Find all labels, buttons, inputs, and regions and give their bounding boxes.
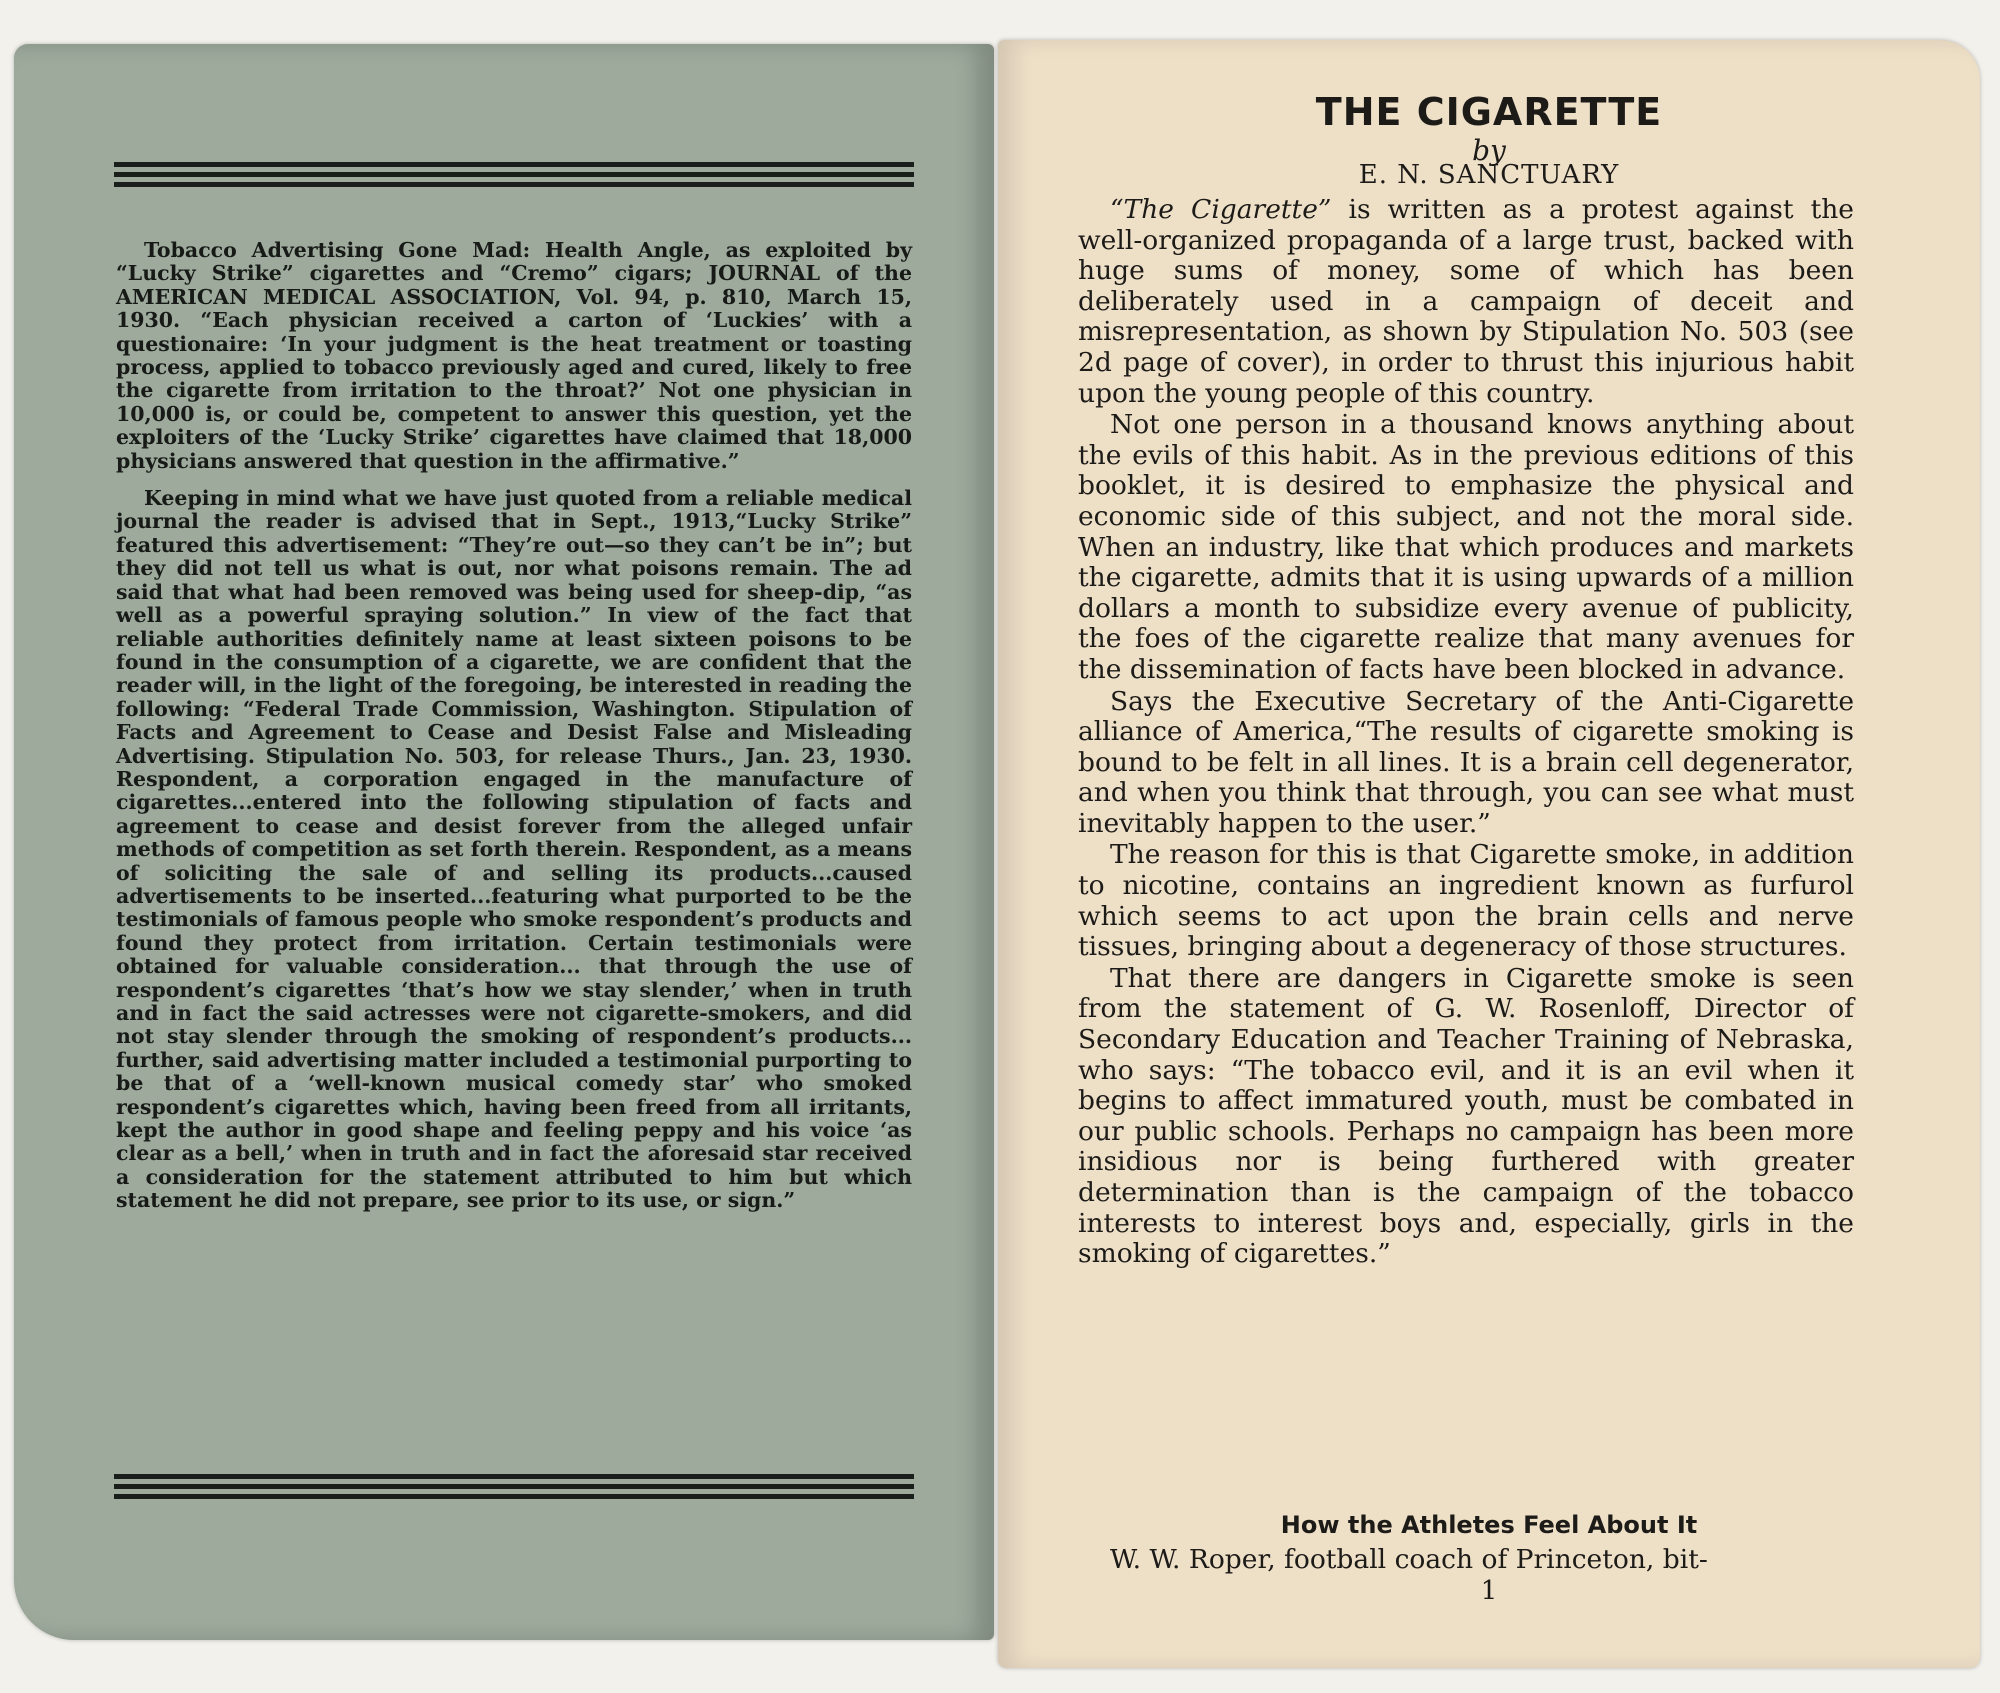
right-paragraph-2: Says the Executive Secretary of the Anti-Cigarette alliance of America,“The results of cigarette smoking is bound to be felt in all lines. It is a brain cell degenerator, and when you think that through, you can see what must inevitably happen to the user.” [1078, 685, 1854, 839]
right-paragraph-1: Not one person in a thousand knows anything about the evils of this habit. As in the previous editions of this booklet, it is desired to emphasize the physical and economic side of this subject, and not the moral side. When an industry, like that which produces and markets the cigarette, admits that it is using upwards of a million dollars a month to subsidize every avenue of publicity, the foes of the cigarette realize that many avenues for the dissemination of facts have been blocked in advance. [1078, 409, 1854, 685]
left-paragraph-1: Tobacco Advertising Gone Mad: Health Angle, as exploited by “Lucky Strike” cigarettes and “Cremo” cigars; JOURNAL of the AMERICAN MEDICAL ASSOCIATION, Vol. 94, p. 810, March 15, 1930. “Each physician received a carton of ‘Luckies’ with a questionaire: ‘In your judgment is the heat treatment or toasting process, applied to tobacco previously aged and cured, likely to free the cigarette from irritation to the throat?’ Not one physician in 10,000 is, or could be, competent to answer this question, yet the exploiters of the ‘Lucky Strike’ cigarettes have claimed that 18,000 physicians answered that question in the affirmative.” [116, 238, 912, 473]
left-paragraph-2: Keeping in mind what we have just quoted from a reliable medical journal the reader is advised that in Sept., 1913,“Lucky Strike” featured this advertisement: “They’re out—so they can’t be in”; but they did not tell us what is out, nor what poisons remain. The ad said that what had been removed was being used for sheep-dip, “as well as a powerful spraying solution.” In view of the fact that reliable authorities definitely name at least sixteen poisons to be found in the consumption of a cigarette, we are confident that the reader will, in the light of the foregoing, be interested in reading the following: “Federal Trade Commission, Washington. Stipulation of Facts and Agreement to Cease and Desist False and Misleading Advertising. Stipulation No. 503, for release Thurs., Jan. 23, 1930. Respondent, a corporation engaged in the manufacture of cigarettes...entered into the following stipulation of facts and agreement to cease and desist forever from the alleged unfair methods of competition as set forth therein. Respondent, as a means of soliciting the sale of and selling its products...caused advertisements to be inserted...featuring what purported to be the testimonials of famous people who smoke respondent’s products and found they protect from irritation. Certain testimonials were obtained for valuable consideration... that through the use of respondent’s cigarettes ‘that’s how we stay slender,’ when in truth and in fact the said actresses were not cigarette-smokers, and did not stay slender through the smoking of respondent’s products... further, said advertising matter included a testimonial purporting to be that of a ‘well-known musical comedy star’ who smoked respondent’s cigarettes which, having been freed from all irritants, kept the author in good shape and feeling peppy and his voice ‘as clear as a bell,’ when in truth and in fact the aforesaid star received a consideration for the statement attributed to him but which statement he did not prepare, see prior to its use, or sign.” [116, 486, 912, 1213]
page-number: 1 [1480, 1576, 1498, 1606]
right-page [998, 40, 1980, 1668]
roper-line: W. W. Roper, football coach of Princeton, bit- [1110, 1544, 1708, 1575]
section-heading: How the Athletes Feel About It [1280, 1511, 1698, 1539]
right-paragraph-3: The reason for this is that Cigarette smoke, in addition to nicotine, contains an ingredient known as furfurol which seems to act upon the brain cells and nerve tissues, bringing about a degeneracy of those structures. [1078, 839, 1854, 963]
top-double-rule [114, 162, 914, 192]
right-page-text [1078, 195, 1854, 1271]
page-title: THE CIGARETTE [1315, 90, 1663, 134]
bottom-double-rule [114, 1474, 914, 1504]
intro-italic-title: “The Cigarette” [1110, 194, 1332, 225]
intro-text: is written as a protest against the well-organized propaganda of a large trust, backed with huge sums of money, some of which has been deliberately used in a campaign of deceit and misrepresentation, as shown by Stipulation No. 503 (see 2d page of cover), in order to thrust this injurious habit upon the young people of this country. [1078, 194, 1854, 409]
right-paragraph-4: That there are dangers in Cigarette smoke is seen from the statement of G. W. Rosenloff, Director of Secondary Education and Teacher Training of Nebraska, who says: “The tobacco evil, and it is an evil when it begins to affect immatured youth, must be combated in our public schools. Perhaps no campaign has been more insidious nor is being furthered with greater determination than is the campaign of the tobacco interests to interest boys and, especially, girls in the smoking of cigarettes.” [1078, 962, 1854, 1270]
intro-paragraph [1078, 195, 1854, 409]
left-page-text [116, 239, 912, 1227]
author-name: E. N. SANCTUARY [1358, 160, 1620, 190]
left-page [14, 44, 994, 1640]
byline-by: by [1472, 134, 1506, 167]
